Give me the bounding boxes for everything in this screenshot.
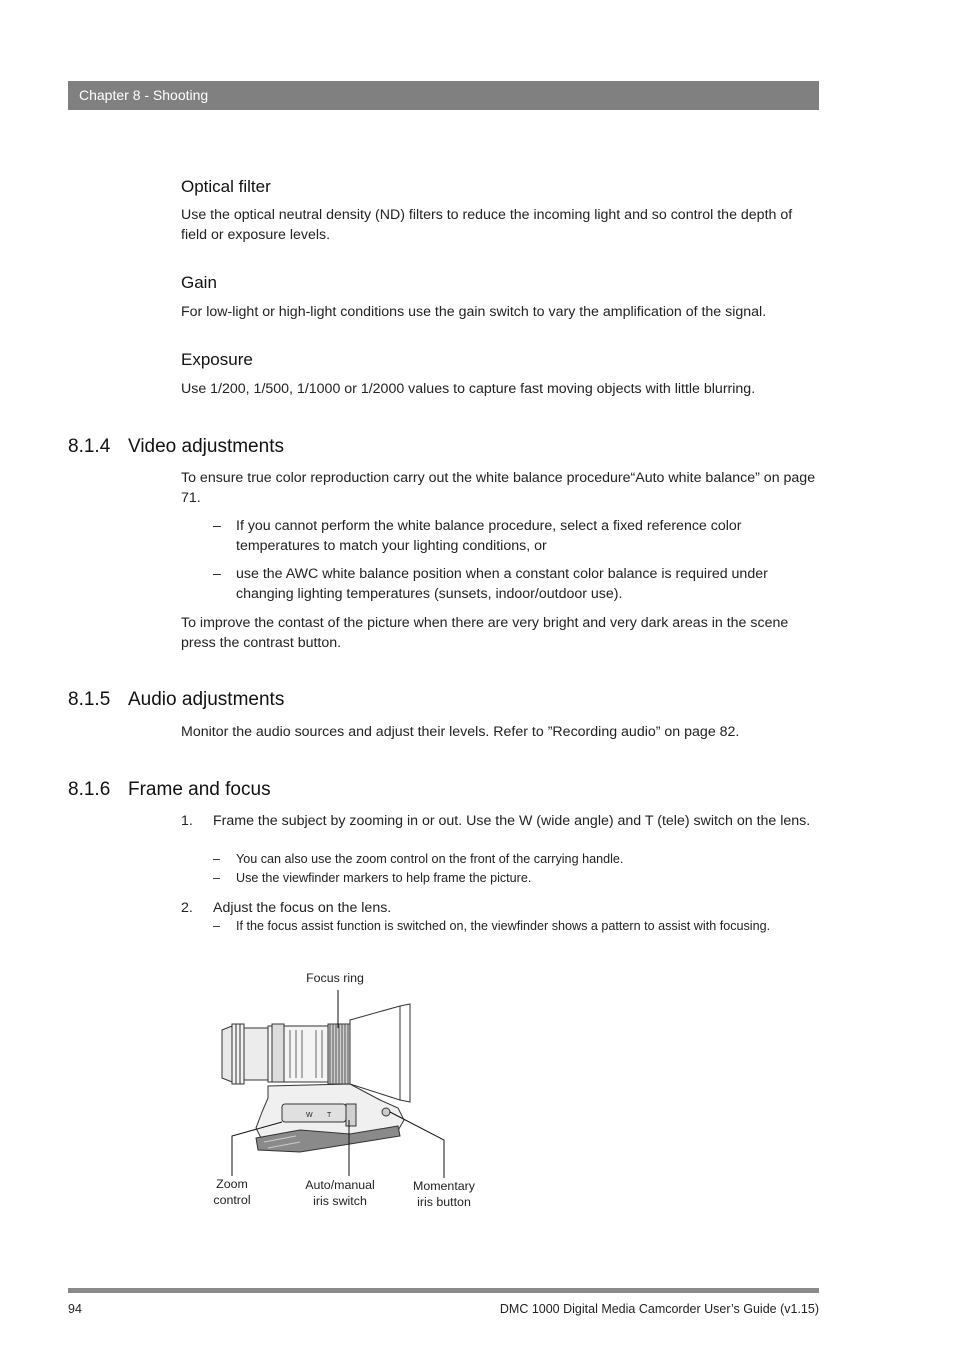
section-title: Audio adjustments	[128, 689, 285, 710]
gain-body: For low-light or high-light conditions use the gain switch to vary the amplification of the signal.	[181, 304, 767, 320]
label-line: iris switch	[313, 1194, 367, 1208]
video-intro: To ensure true color reproduction carry out the white balance procedure“Auto white balance” on page 71.	[181, 470, 816, 506]
exposure-heading: Exposure	[181, 350, 253, 369]
section-number: 8.1.5	[68, 689, 111, 710]
video-outro: To improve the contast of the picture when there are very bright and very dark areas in the scene press the contrast button.	[181, 615, 789, 651]
page-number: 94	[68, 1302, 82, 1316]
dash-marker: –	[213, 871, 221, 885]
step-number: 1.	[181, 813, 193, 829]
zoom-control-label	[202, 1176, 262, 1208]
label-line: Zoom	[216, 1177, 248, 1191]
guide-title: DMC 1000 Digital Media Camcorder User’s Guide (v1.15)	[499, 1302, 819, 1316]
section-title: Frame and focus	[128, 779, 271, 800]
gain-heading: Gain	[181, 273, 217, 292]
label-line: iris button	[417, 1195, 471, 1209]
dash-marker: –	[213, 852, 221, 866]
section-number: 8.1.4	[68, 436, 111, 457]
dash-marker: –	[213, 919, 221, 933]
list-item-text: You can also use the zoom control on the front of the carrying handle.	[236, 852, 624, 866]
footer-rule	[68, 1288, 819, 1293]
optical-filter-body: Use the optical neutral density (ND) filters to reduce the incoming light and so control the depth of field or exposure levels.	[181, 207, 793, 243]
section-number: 8.1.6	[68, 779, 111, 800]
dash-marker: –	[213, 518, 221, 534]
label-line: Auto/manual	[305, 1178, 375, 1192]
chapter-header: Chapter 8 - Shooting	[68, 81, 819, 110]
focus-ring-label: Focus ring	[306, 971, 364, 985]
list-item-text: If you cannot perform the white balance procedure, select a fixed reference color temperatures to match your lighting conditions, or	[236, 518, 742, 554]
dash-marker: –	[213, 566, 221, 582]
exposure-body: Use 1/200, 1/500, 1/1000 or 1/2000 values to capture fast moving objects with little blurring.	[181, 381, 756, 397]
iris-switch-label	[295, 1177, 385, 1209]
list-item-text: Use the viewfinder markers to help frame the picture.	[236, 871, 532, 885]
step-text: Adjust the focus on the lens.	[213, 900, 392, 916]
w-mark: W	[306, 1112, 313, 1119]
momentary-iris-label	[399, 1178, 489, 1210]
step-number: 2.	[181, 900, 193, 916]
step-text: Frame the subject by zooming in or out. Use the W (wide angle) and T (tele) switch on the lens.	[213, 813, 811, 829]
audio-body: Monitor the audio sources and adjust their levels. Refer to ”Recording audio” on page 82.	[181, 724, 740, 740]
section-title: Video adjustments	[128, 436, 284, 457]
list-item-text: If the focus assist function is switched on, the viewfinder shows a pattern to assist with focusing.	[236, 919, 771, 933]
t-mark: T	[327, 1112, 332, 1119]
label-line: control	[213, 1193, 251, 1207]
optical-filter-heading: Optical filter	[181, 177, 271, 196]
list-item-text: use the AWC white balance position when a constant color balance is required under changing lighting temperatures (sunsets, indoor/outdoor use).	[236, 566, 768, 602]
label-line: Momentary	[413, 1179, 475, 1193]
